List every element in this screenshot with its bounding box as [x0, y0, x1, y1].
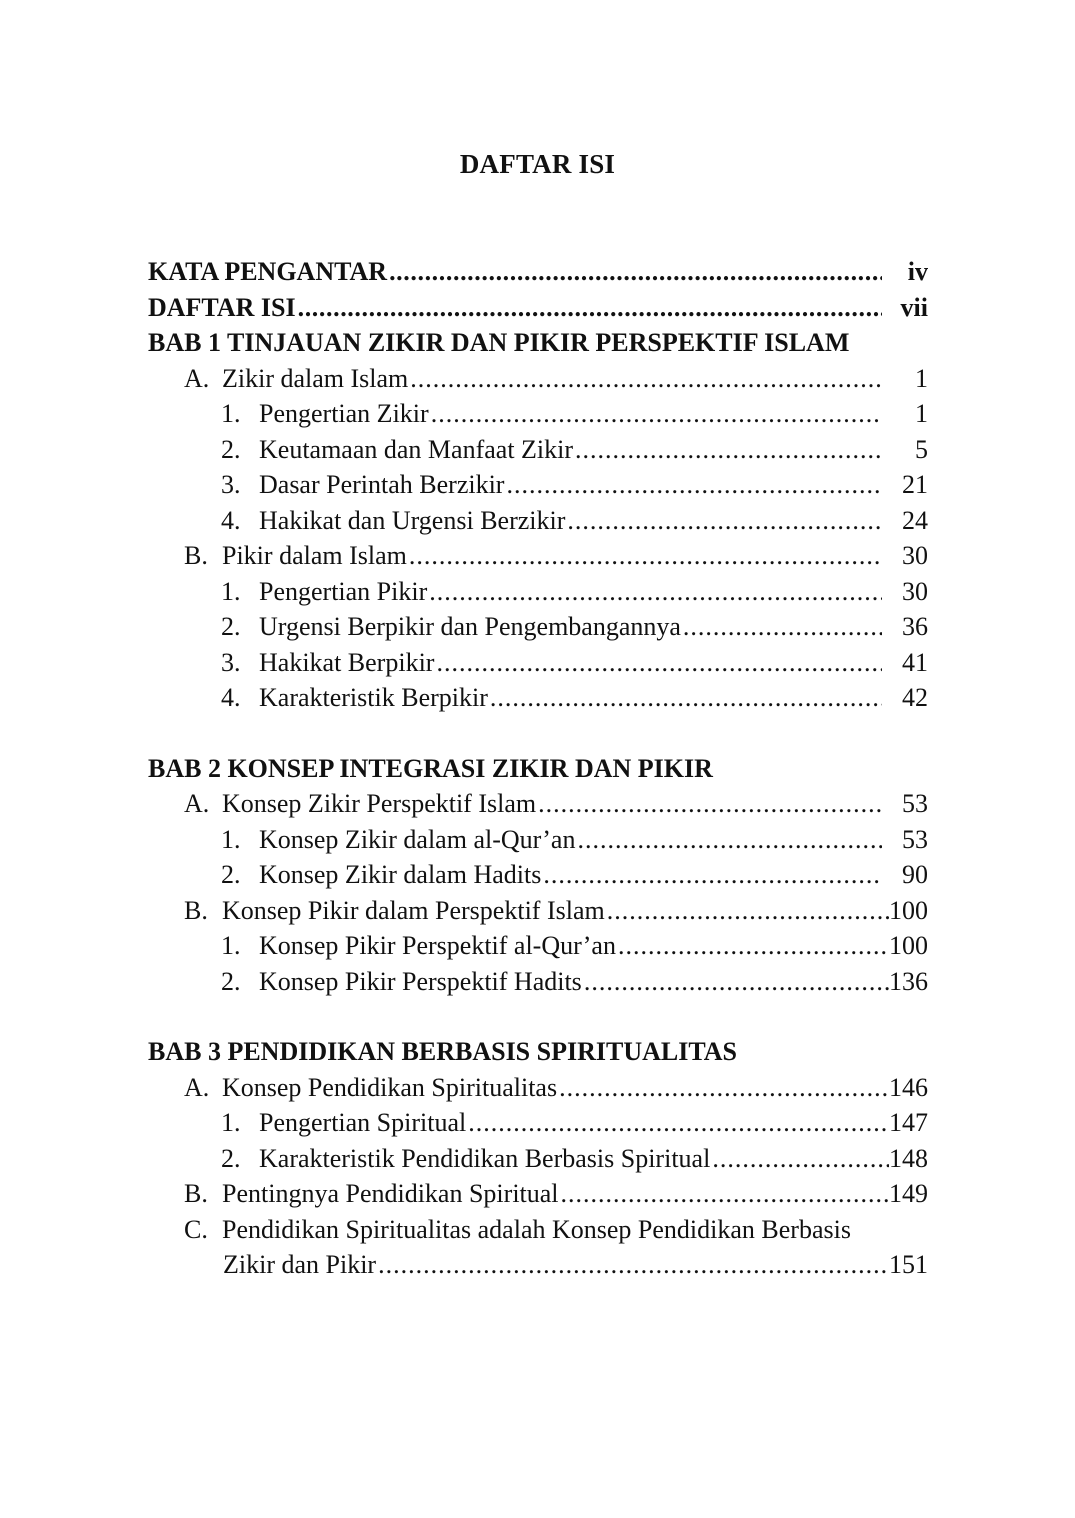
toc-entry-page: 149: [889, 1179, 928, 1208]
toc-entry-label: Pengertian Pikir: [259, 576, 428, 606]
dot-leader: [577, 822, 882, 858]
toc-entry-kata-pengantar[interactable]: [148, 254, 928, 290]
item-marker: 2.: [221, 612, 241, 641]
toc-subsection[interactable]: [148, 645, 928, 681]
dot-leader: [468, 1105, 889, 1141]
item-marker: 2.: [221, 434, 241, 464]
dot-leader: [429, 574, 882, 610]
toc-section[interactable]: [148, 1212, 928, 1248]
toc-entry-page: 1: [915, 399, 928, 428]
dot-leader: [378, 1247, 889, 1283]
item-marker: 2.: [221, 1143, 241, 1173]
toc-entry-label: Urgensi Berpikir dan Pengembangannya: [259, 612, 681, 641]
toc-entry-page: 1: [915, 363, 928, 393]
section-marker: C.: [184, 1214, 208, 1244]
toc-subsection[interactable]: [148, 1105, 928, 1141]
toc-entry-page: 41: [902, 647, 928, 677]
toc-entry-page: 151: [889, 1250, 928, 1279]
toc-entry-page: 146: [889, 1072, 928, 1102]
toc-entry-page: 42: [902, 683, 928, 712]
toc-entry-label: DAFTAR ISI: [148, 292, 296, 322]
toc-entry-page: vii: [900, 292, 928, 322]
item-marker: 2.: [221, 860, 241, 889]
toc-section-continuation[interactable]: [148, 1247, 928, 1283]
toc-subsection[interactable]: [148, 928, 928, 964]
toc-entry-page: 5: [915, 434, 928, 464]
section-marker: A.: [184, 363, 210, 393]
toc-entry-label: Pentingnya Pendidikan Spiritual: [222, 1179, 559, 1208]
chapter-title: BAB 2 KONSEP INTEGRASI ZIKIR DAN PIKIR: [148, 753, 713, 783]
toc-section[interactable]: [148, 538, 928, 574]
toc-entry-label: Zikir dalam Islam: [222, 363, 409, 393]
toc-entry-label: Pengertian Spiritual: [259, 1108, 467, 1137]
toc-section[interactable]: [148, 1176, 928, 1212]
toc-entry-page: 30: [902, 576, 928, 606]
toc-entry-page: 53: [902, 824, 928, 854]
toc-section[interactable]: [148, 893, 928, 929]
toc-entry-label: Konsep Zikir dalam al-Qur’an: [259, 824, 576, 854]
toc-entry-page: 24: [902, 505, 928, 535]
item-marker: 4.: [221, 683, 241, 712]
dot-leader: [567, 503, 882, 539]
dot-leader: [584, 964, 889, 1000]
dot-leader: [389, 254, 882, 290]
toc-subsection[interactable]: [148, 432, 928, 468]
dot-leader: [436, 645, 882, 681]
section-marker: A.: [184, 1072, 210, 1102]
section-marker: B.: [184, 541, 208, 570]
toc-entry-label: Zikir dan Pikir: [223, 1250, 377, 1279]
toc-entry-page: 21: [902, 470, 928, 499]
toc-entry-label: Keutamaan dan Manfaat Zikir: [259, 434, 574, 464]
item-marker: 3.: [221, 647, 241, 677]
toc-entry-label: KATA PENGANTAR: [148, 257, 388, 286]
toc-subsection[interactable]: [148, 1141, 928, 1177]
toc-entry-page: 100: [889, 931, 928, 960]
item-marker: 2.: [221, 966, 241, 996]
item-marker: 1.: [221, 399, 241, 428]
toc-entry-page: iv: [907, 257, 928, 286]
dot-leader: [561, 1176, 889, 1212]
toc-entry-label: Konsep Zikir Perspektif Islam: [222, 789, 537, 818]
dot-leader: [607, 893, 889, 929]
toc-entry-label: Karakteristik Berpikir: [259, 683, 488, 712]
section-marker: B.: [184, 1179, 208, 1208]
toc-entry-label: Konsep Pikir Perspektif al-Qur’an: [259, 931, 616, 960]
toc-subsection[interactable]: [148, 609, 928, 645]
toc-entry-label: Konsep Pikir dalam Perspektif Islam: [222, 895, 605, 925]
chapter-heading-bab-3[interactable]: [148, 1034, 928, 1070]
section-marker: A.: [184, 789, 210, 818]
toc-entry-page: 30: [902, 541, 928, 570]
toc-entry-page: 53: [902, 789, 928, 818]
toc-entry-label: Konsep Pendidikan Spiritualitas: [222, 1072, 558, 1102]
dot-leader: [538, 786, 882, 822]
item-marker: 1.: [221, 931, 241, 960]
item-marker: 1.: [221, 1108, 241, 1137]
dot-leader: [490, 680, 882, 716]
dot-leader: [410, 361, 882, 397]
item-marker: 1.: [221, 576, 241, 606]
dot-leader: [431, 396, 882, 432]
page-title: DAFTAR ISI: [459, 149, 616, 179]
toc-entry-label: Dasar Perintah Berzikir: [259, 470, 505, 499]
toc-entry-label: Konsep Zikir dalam Hadits: [259, 860, 542, 889]
toc-entry-label: Pikir dalam Islam: [222, 541, 407, 570]
toc-subsection[interactable]: [148, 822, 928, 858]
chapter-title: BAB 3 PENDIDIKAN BERBASIS SPIRITUALITAS: [148, 1037, 737, 1066]
toc-subsection[interactable]: [148, 396, 928, 432]
table-of-contents: [148, 254, 928, 1283]
toc-entry-page: 100: [889, 895, 928, 925]
toc-entry-page: 148: [889, 1143, 928, 1173]
toc-entry-label: Hakikat Berpikir: [259, 647, 435, 677]
toc-section[interactable]: [148, 1070, 928, 1106]
toc-entry-label: Konsep Pikir Perspektif Hadits: [259, 966, 582, 996]
toc-subsection[interactable]: [148, 467, 928, 503]
section-marker: B.: [184, 895, 208, 925]
toc-entry-daftar-isi[interactable]: [148, 290, 928, 326]
toc-entry-page: 147: [889, 1108, 928, 1137]
toc-section[interactable]: [148, 786, 928, 822]
dot-leader: [543, 857, 882, 893]
toc-subsection[interactable]: [148, 503, 928, 539]
item-marker: 1.: [221, 824, 241, 854]
chapter-heading-bab-2[interactable]: [148, 751, 928, 787]
toc-section[interactable]: [148, 361, 928, 397]
chapter-title: BAB 1 TINJAUAN ZIKIR DAN PIKIR PERSPEKTIF ISLAM: [148, 328, 850, 357]
dot-leader: [683, 609, 882, 645]
dot-leader: [409, 538, 882, 574]
toc-entry-label: Hakikat dan Urgensi Berzikir: [259, 505, 566, 535]
item-marker: 3.: [221, 470, 241, 499]
toc-subsection[interactable]: [148, 574, 928, 610]
item-marker: 4.: [221, 505, 241, 535]
toc-entry-label: Pendidikan Spiritualitas adalah Konsep Pendidikan Berbasis: [222, 1214, 851, 1244]
toc-subsection[interactable]: [148, 680, 928, 716]
toc-entry-page: 36: [902, 612, 928, 641]
dot-leader: [559, 1070, 889, 1106]
dot-leader: [298, 290, 882, 326]
toc-entry-label: Pengertian Zikir: [259, 399, 429, 428]
dot-leader: [618, 928, 889, 964]
dot-leader: [575, 432, 882, 468]
toc-subsection[interactable]: [148, 857, 928, 893]
dot-leader: [712, 1141, 889, 1177]
chapter-heading-bab-1[interactable]: [148, 325, 928, 361]
dot-leader: [506, 467, 882, 503]
toc-entry-page: 136: [889, 966, 928, 996]
toc-entry-label: Karakteristik Pendidikan Berbasis Spiritual: [259, 1143, 711, 1173]
toc-entry-page: 90: [902, 860, 928, 889]
toc-subsection[interactable]: [148, 964, 928, 1000]
